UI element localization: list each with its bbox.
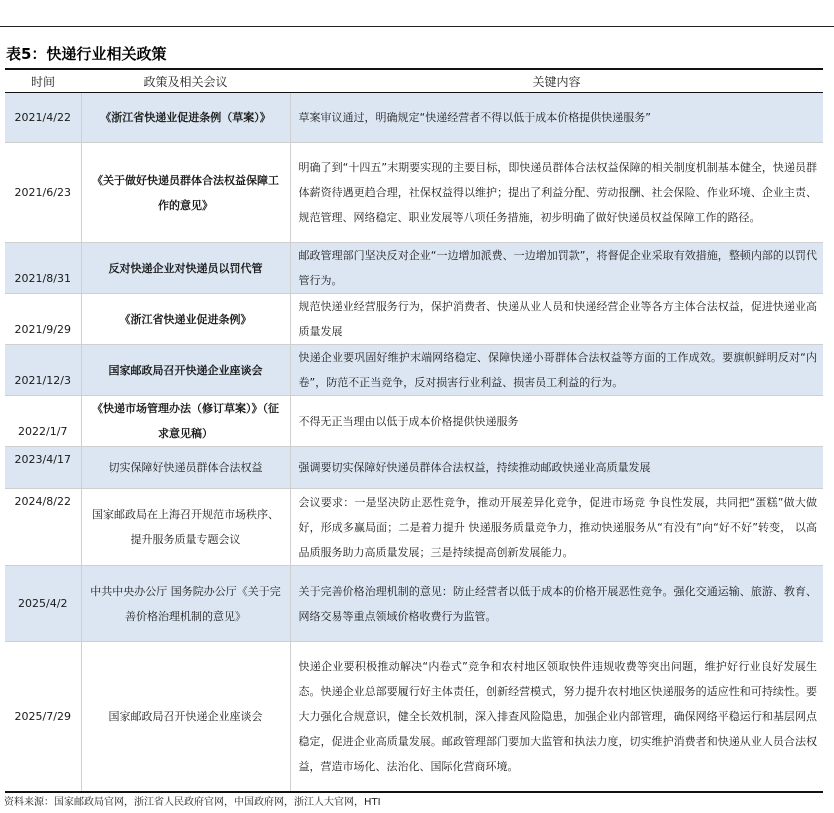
row-date: 2021/4/22 (5, 93, 81, 143)
row-policy: 国家邮政局在上海召开规范市场秩序、 提升服务质量专题会议 (81, 489, 290, 566)
row-date: 2021/9/29 (5, 294, 81, 345)
row-date: 2021/8/31 (5, 243, 81, 294)
table-row (5, 243, 823, 294)
row-content: 草案审议通过，明确规定“快递经营者不得以低于成本价格提供快递服务” (290, 93, 823, 143)
row-date: 2025/7/29 (5, 642, 81, 792)
row-policy: 切实保障好快递员群体合法权益 (81, 447, 290, 489)
row-content: 强调要切实保障好快递员群体合法权益，持续推动邮政快递业高质量发展 (290, 447, 823, 489)
row-date: 2021/6/23 (5, 143, 81, 243)
row-date: 2024/8/22 (5, 489, 81, 566)
row-content: 不得无正当理由以低于成本价格提供快递服务 (290, 396, 823, 447)
source-note: 资料来源：国家邮政局官网，浙江省人民政府官网，中国政府网，浙江人大官网，HTI (4, 797, 381, 808)
table-row (5, 93, 823, 143)
table-row (5, 294, 823, 345)
row-policy: 《快递市场管理办法（修订草案）》（征求意见稿） (81, 396, 290, 447)
table-row (5, 396, 823, 447)
row-content: 快递企业要积极推动解决“内卷式”竞争和农村地区领取快件违规收费等突出问题，维护好行业良好发展生态。快递企业总部要履行好主体责任，创新经营模式，努力提升农村地区快递服务的适应性和可持续性。要大力强化合规意识，健全长效机制，深入排查风险隐患，加强企业内部管理，确保网络平稳运行和基层网点稳定，促进企业高质量发展。邮政管理部门要加大监管和执法力度，切实维护消费者和快递从业人员合法权益，营造市场化、法治化、国际化营商环境。 (290, 642, 823, 792)
row-policy: 反对快递企业对快递员以罚代管 (81, 243, 290, 294)
table-row (5, 566, 823, 642)
table-header-row (5, 69, 823, 93)
header-policy: 政策及相关会议 (81, 69, 290, 93)
row-date: 2021/12/3 (5, 345, 81, 396)
row-date: 2025/4/2 (5, 566, 81, 642)
row-content: 会议要求：一是坚决防止恶性竞争，推动开展差异化竞争，促进市场竞 争良性发展，共同把“蛋糕”做大做好，形成多赢局面；二是着力提升 快递服务质量竞争力，推动快递服务从“有没有”向“好不好”转变， 以高品质服务助力高质量发展；三是持续提高创新发展能力。 (290, 489, 823, 566)
row-policy: 《浙江省快递业促进条例》 (81, 294, 290, 345)
row-content: 规范快递业经营服务行为，保护消费者、快递从业人员和快递经营企业等各方主体合法权益，促进快递业高质量发展 (290, 294, 823, 345)
row-policy: 《关于做好快递员群体合法权益保障工作的意见》 (81, 143, 290, 243)
row-policy: 国家邮政局召开快递企业座谈会 (81, 642, 290, 792)
table-row (5, 447, 823, 489)
row-content: 关于完善价格治理机制的意见：防止经营者以低于成本的价格开展恶性竞争。强化交通运输、旅游、教育、网络交易等重点领域价格收费行为监管。 (290, 566, 823, 642)
row-date: 2023/4/17 (5, 447, 81, 489)
row-policy: 《浙江省快递业促进条例（草案）》 (81, 93, 290, 143)
header-time: 时间 (5, 69, 81, 93)
row-policy: 中共中央办公厅 国务院办公厅《关于完善价格治理机制的意见》 (81, 566, 290, 642)
table-row (5, 143, 823, 243)
header-content: 关键内容 (290, 69, 823, 93)
row-policy: 国家邮政局召开快递企业座谈会 (81, 345, 290, 396)
row-content: 明确了到“十四五”末期要实现的主要目标，即快递员群体合法权益保障的相关制度机制基本健全，快递员群体薪资待遇更趋合理，社保权益得以维护；提出了利益分配、劳动报酬、社会保险、作业环境、企业主责、规范管理、网络稳定、职业发展等八项任务措施，初步明确了做好快递员权益保障工作的路径。 (290, 143, 823, 243)
policy-table (5, 68, 823, 793)
row-content: 快递企业要巩固好维护末端网络稳定、保障快递小哥群体合法权益等方面的工作成效。要旗帜鲜明反对“内卷”，防范不正当竞争，反对损害行业利益、损害员工利益的行为。 (290, 345, 823, 396)
row-content: 邮政管理部门坚决反对企业“一边增加派费、一边增加罚款”，将督促企业采取有效措施，整顿内部的以罚代管行为。 (290, 243, 823, 294)
top-rule (0, 26, 834, 27)
table-row (5, 642, 823, 792)
table-row (5, 345, 823, 396)
table-title: 表5：快递行业相关政策 (6, 45, 167, 63)
table-row (5, 489, 823, 566)
row-date: 2022/1/7 (5, 396, 81, 447)
